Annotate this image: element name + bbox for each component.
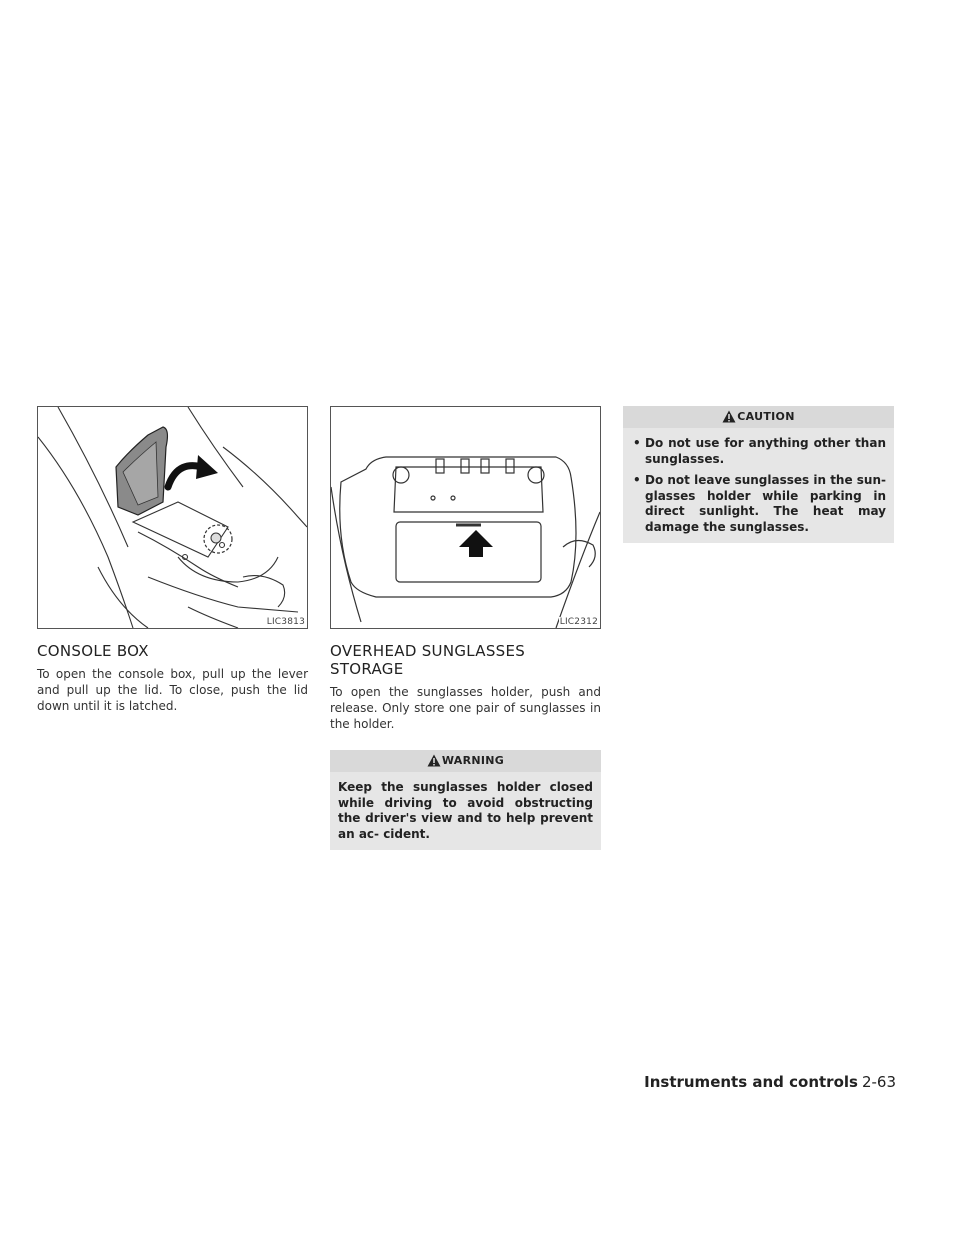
warning-text: Keep the sunglasses holder closed while driving to avoid obstructing the driver's view and to help prevent an ac- cident. bbox=[338, 780, 593, 841]
body-text: To open the console box, pull up the lever and pull up the lid. To close, push the lid down until it is latched. bbox=[37, 667, 308, 713]
console-box-section bbox=[37, 406, 308, 714]
warning-triangle-icon bbox=[427, 754, 441, 767]
warning-triangle-icon bbox=[722, 410, 736, 423]
caution-section bbox=[623, 406, 894, 543]
sunglasses-storage-section bbox=[330, 406, 601, 850]
section-heading: OVERHEAD SUNGLASSES STORAGE bbox=[330, 642, 526, 678]
figure-code: LIC3813 bbox=[266, 617, 305, 627]
console-box-illustration bbox=[37, 406, 308, 629]
body-text: To open the sunglasses holder, push and release. Only store one pair of sunglasses in the holder. bbox=[330, 685, 601, 731]
footer-section-title: Instruments and controls bbox=[644, 1073, 858, 1091]
list-item: • Do not use for anything other than sunglasses. bbox=[633, 436, 886, 466]
page-number: 2-63 bbox=[861, 1073, 896, 1091]
page-footer bbox=[644, 1073, 896, 1091]
caution-list bbox=[631, 436, 886, 535]
caution-body bbox=[623, 428, 894, 543]
caution-title: CAUTION bbox=[737, 410, 795, 423]
warning-body bbox=[330, 772, 601, 850]
overhead-console-illustration bbox=[330, 406, 601, 629]
caution-box bbox=[623, 406, 894, 543]
console-box-drawing bbox=[38, 407, 307, 628]
warning-header bbox=[330, 750, 601, 772]
warning-box bbox=[330, 750, 601, 850]
figure-code: LIC2312 bbox=[559, 617, 598, 627]
overhead-console-drawing bbox=[331, 407, 600, 628]
section-heading: CONSOLE BOX bbox=[37, 642, 149, 660]
list-item: • Do not leave sunglasses in the sun- glasses holder while parking in direct sunlight. The heat may damage the sunglasses. bbox=[633, 473, 886, 534]
caution-header bbox=[623, 406, 894, 428]
warning-title: WARNING bbox=[441, 754, 505, 767]
